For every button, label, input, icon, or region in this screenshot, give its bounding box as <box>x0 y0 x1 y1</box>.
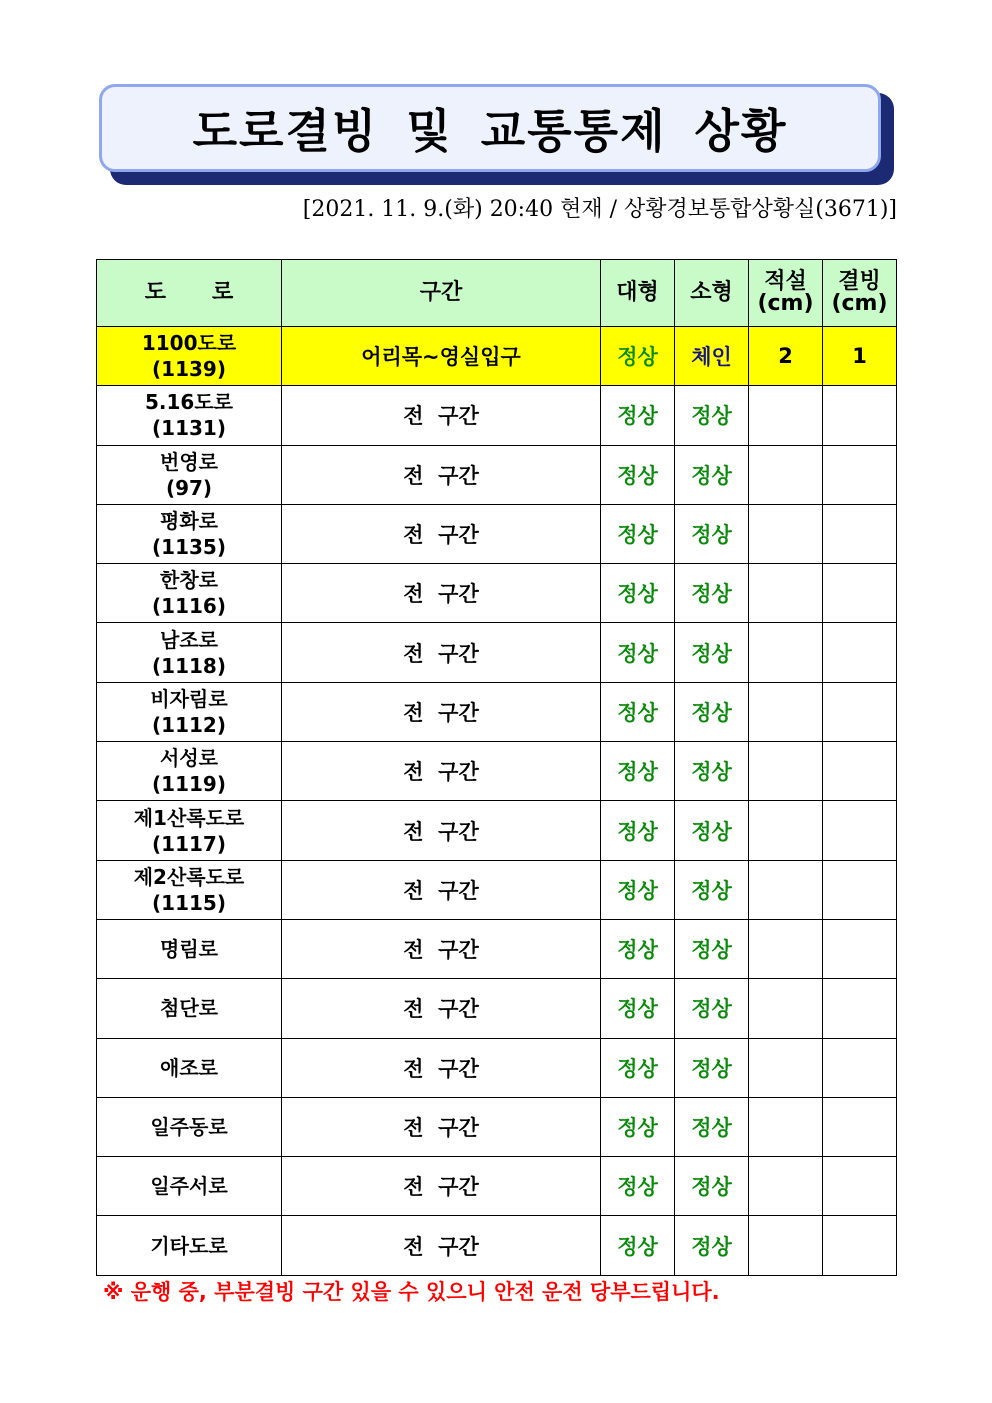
small-status-cell: 정상 <box>675 1038 749 1097</box>
large-status-cell: 정상 <box>601 1216 675 1275</box>
road-code: (1131) <box>152 416 226 441</box>
snow-cell <box>749 1097 823 1156</box>
snow-cell <box>749 1216 823 1275</box>
road-name: 기타도로 <box>150 1233 228 1258</box>
small-status-cell: 정상 <box>675 386 749 445</box>
small-status-cell: 체인 <box>675 327 749 386</box>
small-status-cell: 정상 <box>675 504 749 563</box>
section-cell: 전 구간 <box>282 1038 601 1097</box>
road-cell <box>97 860 282 919</box>
road-cell <box>97 386 282 445</box>
large-status-cell: 정상 <box>601 1097 675 1156</box>
section-cell: 어리목~영실입구 <box>282 327 601 386</box>
small-status-cell: 정상 <box>675 1097 749 1156</box>
road-code: (1119) <box>152 772 226 797</box>
ice-cell <box>823 1097 897 1156</box>
road-name: 애조로 <box>160 1055 218 1080</box>
road-cell <box>97 801 282 860</box>
table-row <box>97 327 897 386</box>
large-status-cell: 정상 <box>601 1157 675 1216</box>
section-cell: 전 구간 <box>282 682 601 741</box>
ice-cell <box>823 564 897 623</box>
road-cell <box>97 1216 282 1275</box>
road-name: 명림로 <box>160 937 218 962</box>
road-code: (97) <box>165 475 213 500</box>
ice-cell <box>823 919 897 978</box>
small-status-cell: 정상 <box>675 919 749 978</box>
ice-cell <box>823 504 897 563</box>
small-status-cell: 정상 <box>675 623 749 682</box>
small-status-cell: 정상 <box>675 564 749 623</box>
header-road: 도 로 <box>97 260 282 327</box>
road-name: 평화로 <box>160 509 218 534</box>
snow-cell <box>749 623 823 682</box>
road-cell <box>97 1097 282 1156</box>
large-status-cell: 정상 <box>601 445 675 504</box>
section-cell: 전 구간 <box>282 564 601 623</box>
table-row <box>97 1097 897 1156</box>
large-status-cell: 정상 <box>601 504 675 563</box>
ice-cell <box>823 1157 897 1216</box>
ice-cell: 1 <box>823 327 897 386</box>
large-status-cell: 정상 <box>601 979 675 1038</box>
table-row <box>97 742 897 801</box>
safety-notice: ※ 운행 중, 부분결빙 구간 있을 수 있으니 안전 운전 당부드립니다. <box>103 1280 720 1304</box>
table-row <box>97 1157 897 1216</box>
table-row <box>97 682 897 741</box>
page-title: 도로결빙 및 교통통제 상황 <box>192 104 788 158</box>
ice-cell <box>823 1038 897 1097</box>
road-cell <box>97 564 282 623</box>
road-name: 5.16도로 <box>145 390 233 415</box>
section-cell: 전 구간 <box>282 504 601 563</box>
section-cell: 전 구간 <box>282 1216 601 1275</box>
ice-cell <box>823 682 897 741</box>
small-status-cell: 정상 <box>675 801 749 860</box>
road-cell <box>97 682 282 741</box>
table-row <box>97 801 897 860</box>
road-code: (1117) <box>152 831 226 856</box>
table-row <box>97 1216 897 1275</box>
road-cell <box>97 1157 282 1216</box>
large-status-cell: 정상 <box>601 919 675 978</box>
ice-cell <box>823 386 897 445</box>
road-cell <box>97 623 282 682</box>
large-status-cell: 정상 <box>601 564 675 623</box>
road-code: (1118) <box>152 653 226 678</box>
road-name: 남조로 <box>160 627 218 652</box>
ice-cell <box>823 801 897 860</box>
snow-cell: 2 <box>749 327 823 386</box>
small-status-cell: 정상 <box>675 860 749 919</box>
title-box <box>99 84 881 172</box>
road-cell <box>97 1038 282 1097</box>
road-cell <box>97 504 282 563</box>
table-row <box>97 445 897 504</box>
large-status-cell: 정상 <box>601 860 675 919</box>
snow-cell <box>749 445 823 504</box>
report-timestamp: [2021. 11. 9.(화) 20:40 현재 / 상황경보통합상황실(3671)] <box>302 197 897 222</box>
table-row <box>97 623 897 682</box>
table-row <box>97 386 897 445</box>
road-name: 일주동로 <box>150 1115 228 1139</box>
road-cell <box>97 742 282 801</box>
header-ice: 결빙 (cm) <box>823 260 897 327</box>
section-cell: 전 구간 <box>282 742 601 801</box>
snow-cell <box>749 1038 823 1097</box>
snow-cell <box>749 386 823 445</box>
road-cell <box>97 445 282 504</box>
ice-cell <box>823 742 897 801</box>
section-cell: 전 구간 <box>282 1097 601 1156</box>
ice-cell <box>823 979 897 1038</box>
table-row <box>97 979 897 1038</box>
section-cell: 전 구간 <box>282 919 601 978</box>
ice-cell <box>823 623 897 682</box>
table-header-row <box>97 260 897 327</box>
section-cell: 전 구간 <box>282 445 601 504</box>
large-status-cell: 정상 <box>601 742 675 801</box>
large-status-cell: 정상 <box>601 1038 675 1097</box>
road-code: (1116) <box>152 594 226 619</box>
snow-cell <box>749 564 823 623</box>
road-name: 한창로 <box>160 568 218 593</box>
road-name: 일주서로 <box>150 1174 228 1199</box>
large-status-cell: 정상 <box>601 623 675 682</box>
ice-cell <box>823 860 897 919</box>
small-status-cell: 정상 <box>675 742 749 801</box>
snow-cell <box>749 682 823 741</box>
road-name: 제1산록도로 <box>133 805 245 830</box>
header-small: 소형 <box>675 260 749 327</box>
section-cell: 전 구간 <box>282 979 601 1038</box>
section-cell: 전 구간 <box>282 801 601 860</box>
road-name: 비자림로 <box>150 686 228 711</box>
snow-cell <box>749 919 823 978</box>
snow-cell <box>749 1157 823 1216</box>
road-code: (1112) <box>152 712 226 737</box>
road-cell <box>97 919 282 978</box>
small-status-cell: 정상 <box>675 1216 749 1275</box>
small-status-cell: 정상 <box>675 682 749 741</box>
ice-cell <box>823 445 897 504</box>
table-row <box>97 860 897 919</box>
road-name: 번영로 <box>160 449 218 474</box>
road-status-table <box>96 259 897 1276</box>
header-section: 구간 <box>282 260 601 327</box>
header-snow: 적설 (cm) <box>749 260 823 327</box>
small-status-cell: 정상 <box>675 979 749 1038</box>
road-code: (1115) <box>152 890 226 915</box>
road-code: (1139) <box>152 357 226 382</box>
table-row <box>97 504 897 563</box>
section-cell: 전 구간 <box>282 623 601 682</box>
snow-cell <box>749 504 823 563</box>
snow-cell <box>749 979 823 1038</box>
table-row <box>97 1038 897 1097</box>
ice-cell <box>823 1216 897 1275</box>
large-status-cell: 정상 <box>601 327 675 386</box>
road-name: 1100도로 <box>141 331 237 356</box>
table-row <box>97 564 897 623</box>
header-large: 대형 <box>601 260 675 327</box>
section-cell: 전 구간 <box>282 1157 601 1216</box>
road-name: 제2산록도로 <box>133 864 245 889</box>
snow-cell <box>749 860 823 919</box>
large-status-cell: 정상 <box>601 386 675 445</box>
road-cell <box>97 979 282 1038</box>
snow-cell <box>749 801 823 860</box>
small-status-cell: 정상 <box>675 445 749 504</box>
road-code: (1135) <box>152 535 226 560</box>
large-status-cell: 정상 <box>601 801 675 860</box>
table-row <box>97 919 897 978</box>
small-status-cell: 정상 <box>675 1157 749 1216</box>
road-cell <box>97 327 282 386</box>
large-status-cell: 정상 <box>601 682 675 741</box>
section-cell: 전 구간 <box>282 860 601 919</box>
road-name: 첨단로 <box>160 996 218 1021</box>
snow-cell <box>749 742 823 801</box>
section-cell: 전 구간 <box>282 386 601 445</box>
road-name: 서성로 <box>160 746 218 771</box>
